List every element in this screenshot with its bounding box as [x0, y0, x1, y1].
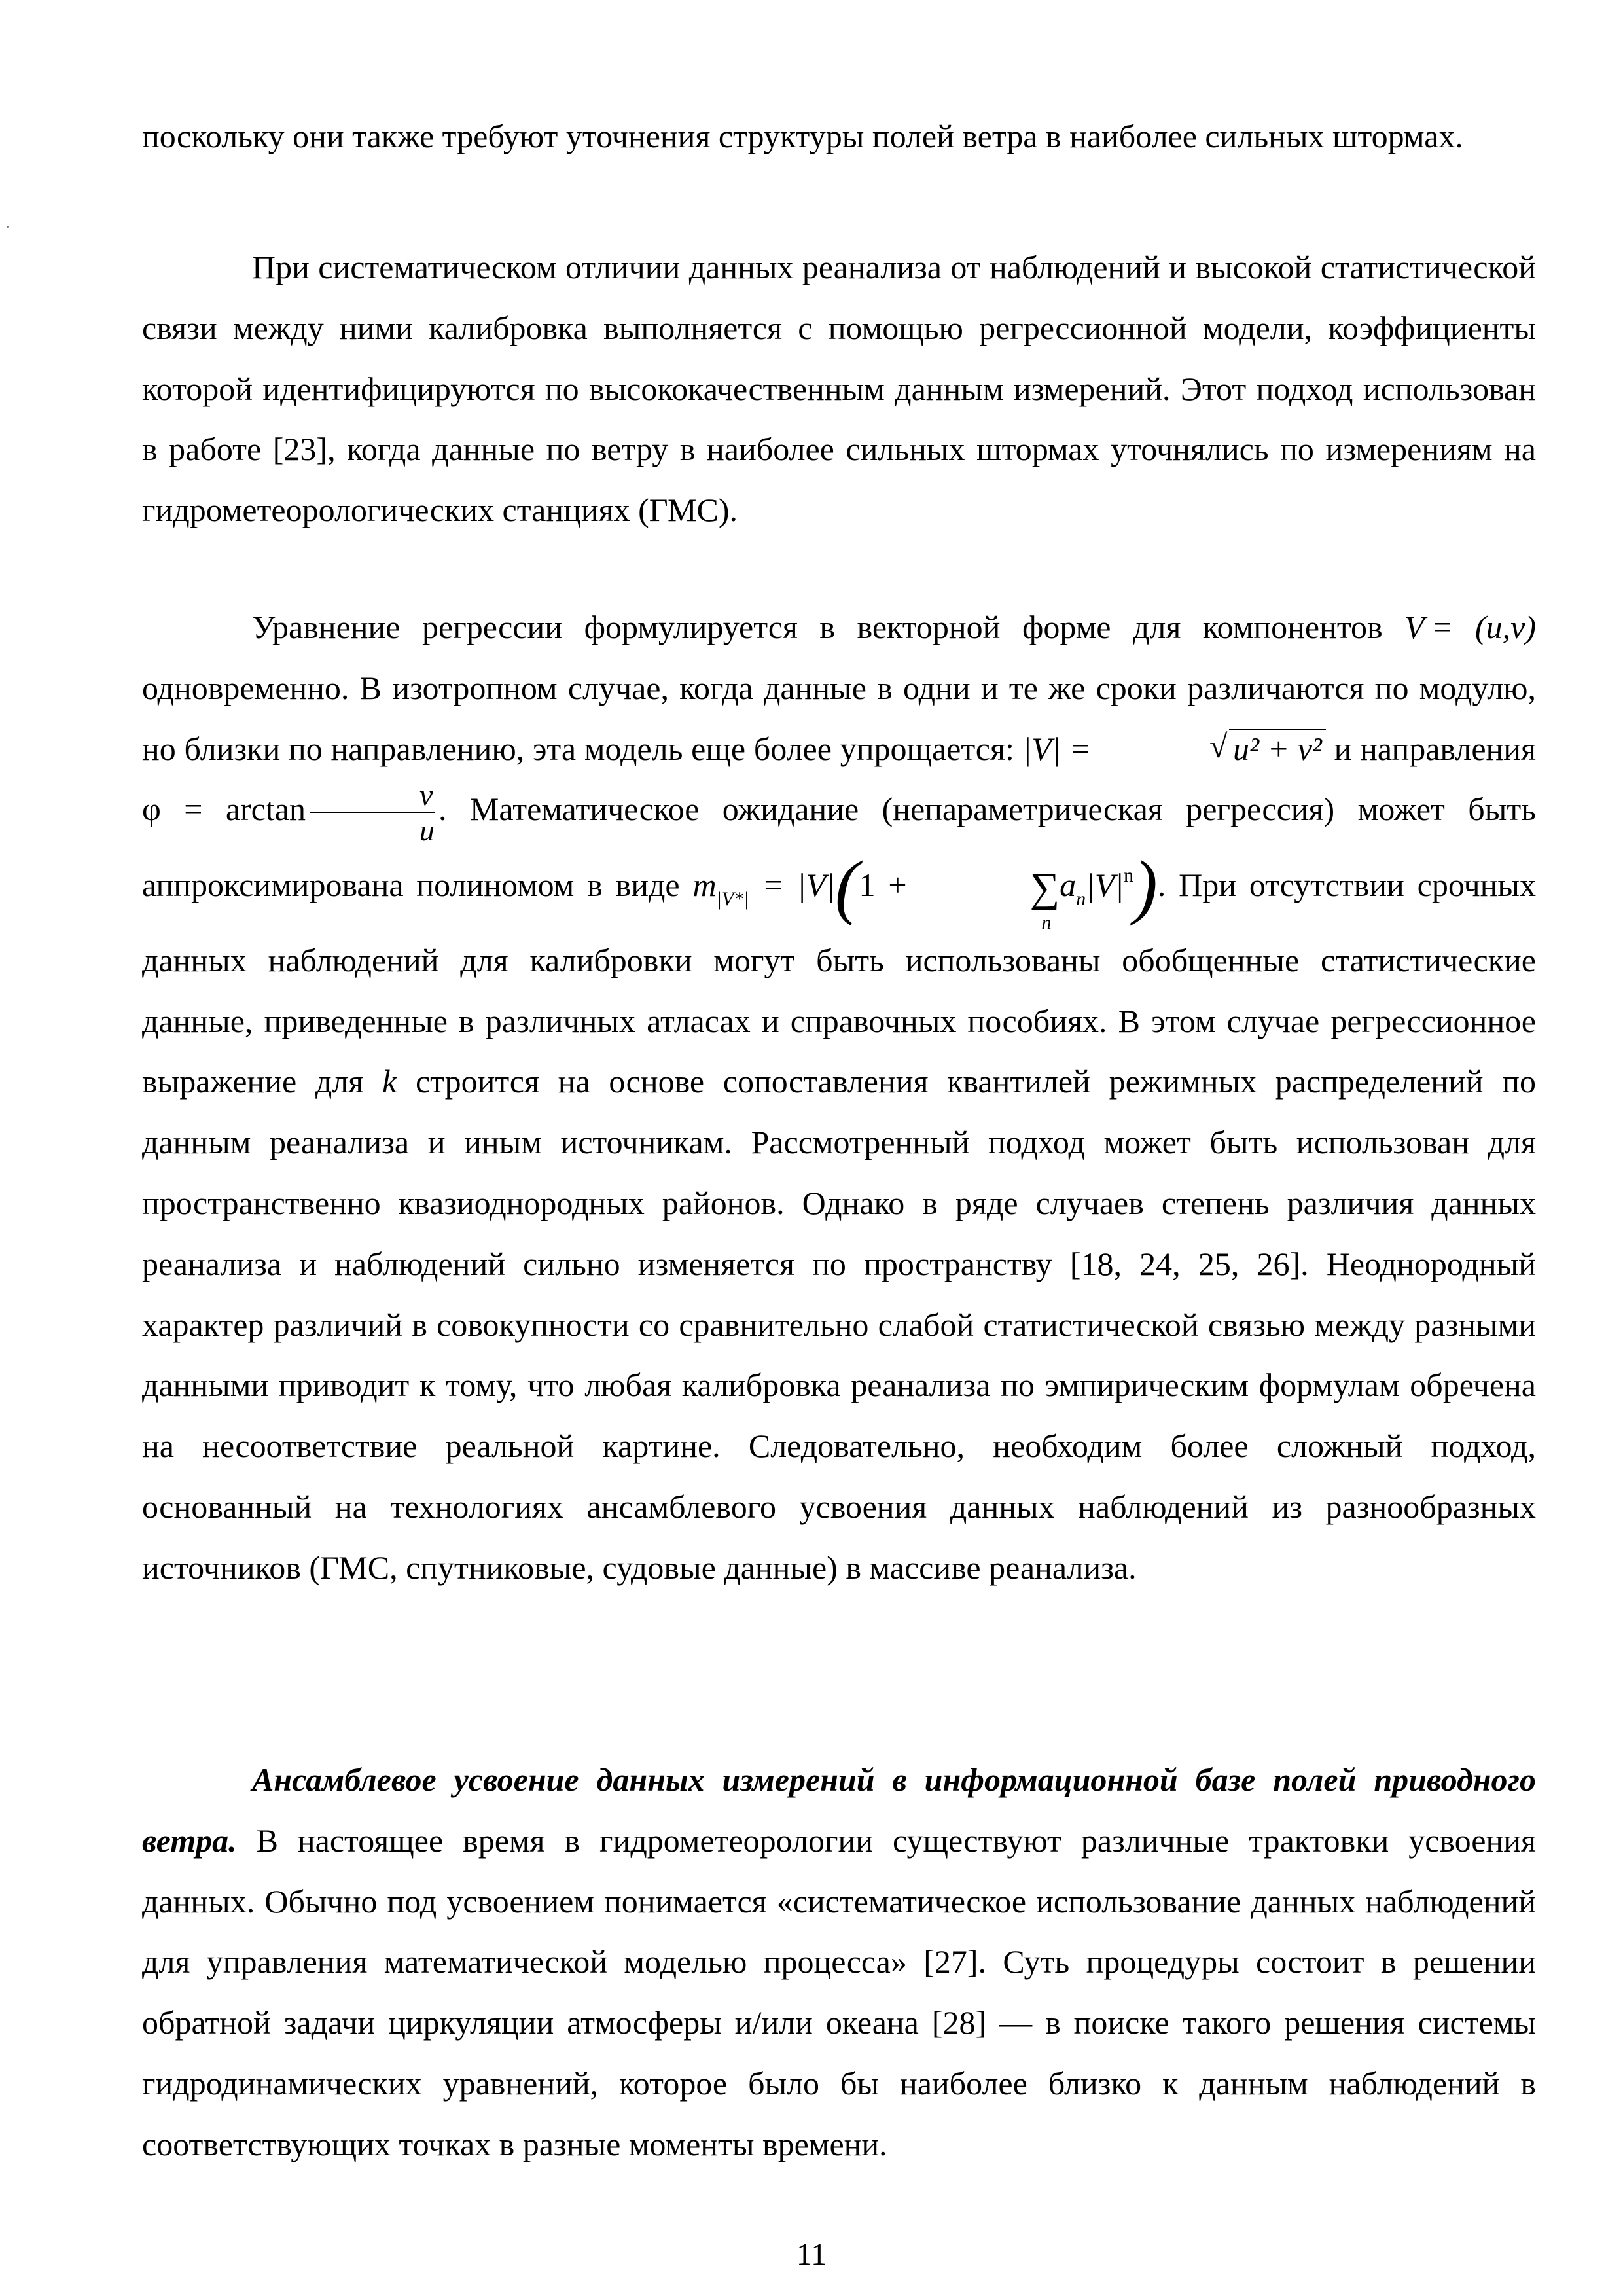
paragraph-1: поскольку они также требуют уточнения структуры полей ветра в наиболее сильных штормах. [142, 118, 1463, 154]
k-symbol: k [382, 1063, 397, 1100]
regression-intro-text: Уравнение регрессии формулируется в векторной форме для компонентов [252, 609, 1383, 645]
isotropic-case-text: одновременно. В изотропном случае, когда данные в одни и те же сроки различаются по модулю, но близки по направлению, эта модель еще более упрощается: [142, 669, 1536, 767]
vector-formula: V = (u,v) [1404, 609, 1537, 645]
section-heading: Ансамблевое усвоение данных измерений в информационной базе полей приводного ветра. [142, 1761, 1536, 1859]
paragraph-4-assimilation [142, 1749, 1536, 2175]
expectation-text: . Математическое ожидание (непараметрическая регрессия) может быть аппроксимирована полиномом в виде [142, 791, 1536, 903]
quantile-text: строится на основе сопоставления квантилей режимных распределений по данным реанализа и иным источникам. Рассмотренный подход может быть использован для пространственно квазиоднородных районов. Однако в ряде случаев степень различия данных реанализа и наблюдений сильно изменяется по пространству [18, 24, 25, 26]. Неоднородный характер различий в совокупности со сравнительно слабой статистической связью между разными данными приводит к тому, что любая калибровка реанализа по эмпирическим формулам обречена на несоответствие реальной картине. Следовательно, необходим более сложный подход, основанный на технологиях ансамблевого усвоения данных наблюдений из разнообразных источников (ГМС, спутниковые, судовые данные) в массиве реанализа. [142, 1063, 1536, 1586]
page-number: 11 [796, 2237, 827, 2272]
calibration-text: . При отсутствии срочных данных наблюдений для калибровки могут быть использованы обобщенные статистические данные, приведенные в различных атласах и справочных пособиях. В этом случае регрессионное выражение для [142, 866, 1537, 1100]
paragraph-2: При систематическом отличии данных реанализа от наблюдений и высокой статистической связи между ними калибровка выполняется с помощью регрессионной модели, коэффициенты которой идентифицируются по высококачественным данным измерений. Этот подход использован в работе [23], когда данные по ветру в наиболее сильных штормах уточнялись по измерениям на гидрометеорологических станциях (ГМС). [142, 249, 1536, 529]
direction-formula: φ = arctan $\frac{v}{u}$ [142, 778, 435, 847]
direction-label: и направления [1334, 730, 1537, 767]
modulus-formula: |V| = √ u² + v² [1023, 730, 1334, 767]
polynomial-formula: $m_{|V*|} = |V|(1$ + ∑ n $a_n|V|^n$) [692, 846, 1158, 933]
paragraph-3-regression [142, 597, 1536, 1598]
scan-speck [7, 226, 9, 228]
assimilation-body: В настоящее время в гидрометеорологии существуют различные трактовки усвоения данных. Обычно под усвоением понимается «систематическое использование данных наблюдений для управления математической моделью процесса» [27]. Суть процедуры состоит в решении обратной задачи циркуляции атмосферы и/или океана [28] — в поиске такого решения системы гидродинамических уравнений, которое было бы наиболее близко к данным наблюдений в соответствующих точках в разные моменты времени. [142, 1821, 1536, 2162]
